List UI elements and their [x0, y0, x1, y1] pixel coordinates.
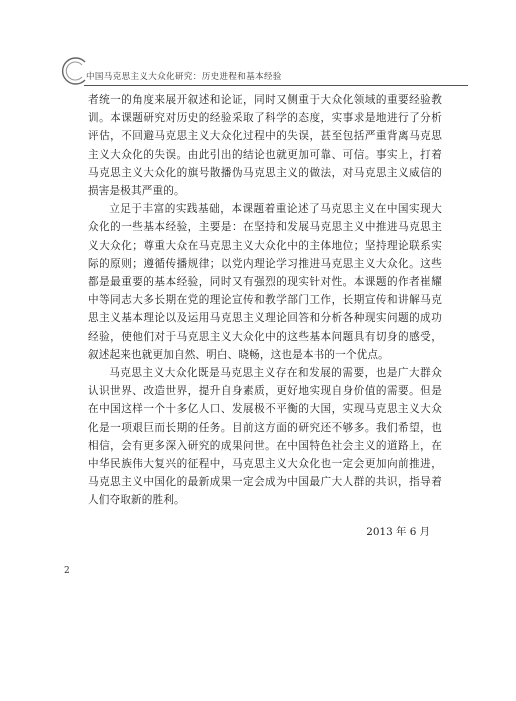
date-line: 2013 年 6 月 — [366, 525, 430, 538]
body-text — [88, 91, 442, 540]
running-header — [58, 56, 458, 86]
running-title: 中国马克思主义大众化研究：历史进程和基本经验 — [86, 72, 282, 82]
paragraph-1: 者统一的角度来展开叙述和论证，同时又侧重于大众化领域的重要经验教训。本课题研究对历史的经验采取了科学的态度，实事求是地进行了分析评估，不回避马克思主义大众化过程中的失误，甚至包括严重背离马克思主义大众化的失误。由此引出的结论也就更加可靠、可信。事实上，打着马克思主义大众化的旗号散播伪马克思主义的做法，对马克思主义威信的损害是极其严重的。 — [88, 94, 442, 198]
header-rule — [84, 85, 468, 86]
paragraph-3: 马克思主义大众化既是马克思主义存在和发展的需要，也是广大群众认识世界、改造世界，提升自身素质，更好地实现自身价值的需要。但是在中国这样一个十多亿人口、发展极不平衡的大国，实现马克思主义大众化是一项艰巨而长期的任务。目前这方面的研究还不够多。我们希望，也相信，会有更多深入研究的成果问世。在中国特色社会主义的道路上，在中华民族伟大复兴的征程中，马克思主义大众化也一定会更加向前推进，马克思主义中国化的最新成果一定会成为中国最广大人群的共识，指导着人们夺取新的胜利。 — [88, 367, 442, 507]
paragraph-2: 立足于丰富的实践基础，本课题着重论述了马克思主义在中国实现大众化的一些基本经验，主要是：在坚持和发展马克思主义中推进马克思主义大众化；尊重大众在马克思主义大众化中的主体地位；坚持理论联系实际的原则；遵循传播规律；以党内理论学习推进马克思主义大众化。这些都是最重要的基本经验，同时又有强烈的现实针对性。本课题的作者崔耀中等同志大多长期在党的理论宣传和教学部门工作，长期宣传和讲解马克思主义基本理论以及运用马克思主义理论回答和分析各种现实问题的成功经验，使他们对于马克思主义大众化中的这些基本问题具有切身的感受，叙述起来也就更加自然、明白、晓畅，这也是本书的一个优点。 — [88, 203, 442, 361]
header-logo-icon — [58, 56, 88, 86]
page-number: 2 — [64, 566, 70, 576]
